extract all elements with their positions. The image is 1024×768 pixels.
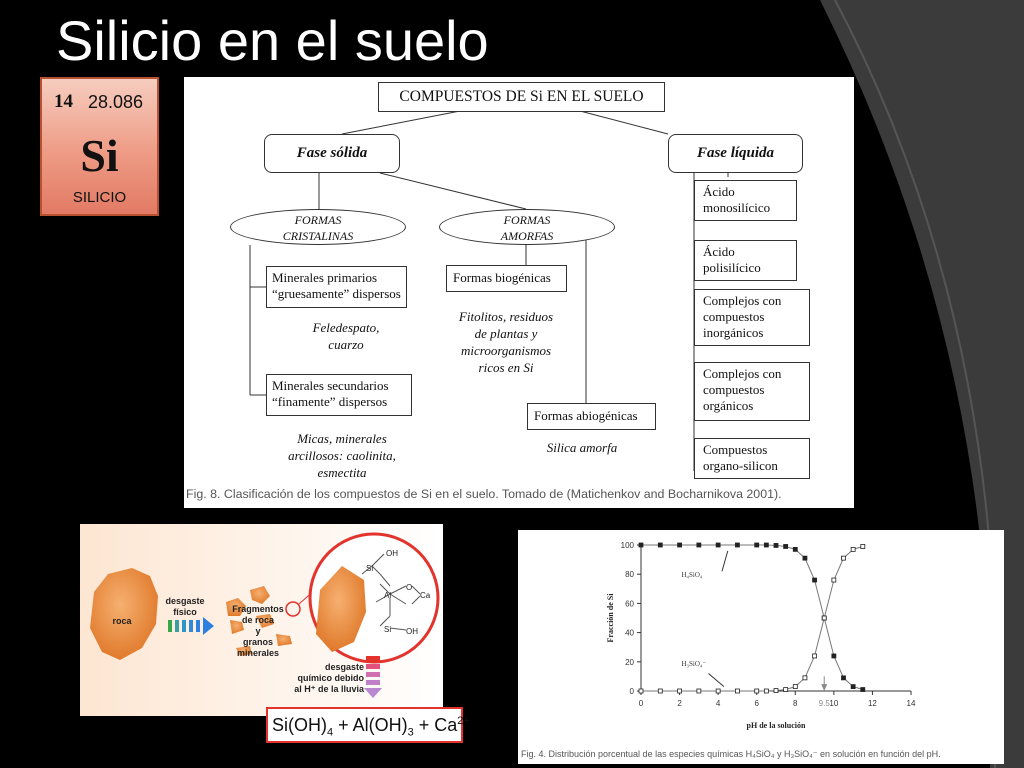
primary-ex-line-2: cuarzo <box>328 337 364 352</box>
pka-annotation: 9.5 <box>818 699 830 708</box>
biogenic-ex-line-3: microorganismos <box>460 343 552 358</box>
series-2-point <box>755 689 759 693</box>
series-2-point <box>716 689 720 693</box>
abiogenic-example: Silica amorfa <box>546 440 618 455</box>
si-compounds-diagram <box>184 77 854 508</box>
ca-ion: Ca <box>420 591 431 600</box>
liquid-item-inorganic-complexes <box>694 289 810 346</box>
weathering-illustration <box>80 524 443 716</box>
chemical-label-1: desgaste <box>324 662 364 672</box>
formula-subscript-1: 4 <box>327 726 334 739</box>
x-tick-label: 14 <box>906 699 916 708</box>
series-1-point <box>832 654 836 658</box>
series-1-point <box>755 543 759 547</box>
series-1-point <box>774 543 778 547</box>
atomic-mass: 28.086 <box>88 92 144 112</box>
x-tick-label: 6 <box>754 699 759 708</box>
series-2-point <box>832 578 836 582</box>
chemical-label-3: al H⁺ de la lluvia <box>294 684 364 694</box>
series-2-point <box>678 689 682 693</box>
biogenic-ex-line-1: Fitolitos, residuos <box>458 309 554 324</box>
liquid-item-organic-complexes <box>694 362 810 421</box>
formula-part-2: + Al(OH) <box>333 715 408 735</box>
secondary-ex-line-3: esmectita <box>317 465 367 480</box>
y-tick-label: 40 <box>625 628 634 638</box>
primary-minerals-line-2: “gruesamente” dispersos <box>272 286 401 301</box>
x-tick-label: 2 <box>677 699 682 708</box>
liquid-item-organo-silicon <box>694 438 810 479</box>
biogenic-ex-line-2: de plantas y <box>474 326 538 341</box>
series-1-point <box>639 543 643 547</box>
element-name: SILICIO <box>72 189 127 206</box>
rock-label: roca <box>112 616 132 626</box>
x-tick-label: 0 <box>638 699 644 708</box>
y-tick-label: 0 <box>629 687 634 696</box>
liquid-item-5-line-1: Compuestos <box>703 442 768 457</box>
series-2-pointer <box>709 673 724 686</box>
series-2-point <box>774 689 778 693</box>
formula-part-1: Si(OH) <box>272 715 327 735</box>
liquid-item-5-line-2: organo-silicon <box>703 458 778 473</box>
series-1-point <box>793 547 797 551</box>
secondary-ex-line-1: Micas, minerales <box>297 431 387 446</box>
fig8-caption: Fig. 8. Clasificación de los compuestos de Si en el suelo. Tomado de (Matichenkov and Bocharnikova 2001). <box>186 487 782 501</box>
series-2-point <box>764 689 768 693</box>
abiogenic-forms-box: Formas abiogénicas <box>527 403 656 430</box>
crystalline-label-2: CRISTALINAS <box>282 229 354 243</box>
biogenic-examples <box>446 308 566 376</box>
liquid-item-4-line-1: Complejos con <box>703 366 782 381</box>
weathering-products-formula <box>266 707 470 743</box>
series-1-point <box>851 685 855 689</box>
y-tick-label: 20 <box>625 657 634 667</box>
y-axis-label: Fracción de Si <box>606 593 615 643</box>
series-1-point <box>813 578 817 582</box>
amorphous-label-2: AMORFAS <box>500 229 554 243</box>
series-2-point <box>861 544 865 548</box>
liquid-item-polisilicic <box>694 240 797 281</box>
liquid-item-3-line-1: Complejos con <box>703 293 782 308</box>
x-tick-label: 10 <box>829 699 839 708</box>
formula-text <box>272 715 470 739</box>
series-1-point <box>861 688 865 692</box>
oxygen-atom: O <box>406 583 413 592</box>
series-2-point <box>784 688 788 692</box>
fragments-label-5: minerales <box>236 648 280 658</box>
physical-label-1: desgaste <box>165 596 205 606</box>
chemical-weathering-label <box>288 662 364 695</box>
biogenic-forms-box: Formas biogénicas <box>446 265 567 292</box>
atomic-number: 14 <box>54 91 73 112</box>
formula-part-3: + Ca <box>413 715 458 735</box>
liquid-item-2-line-2: polisilícico <box>703 260 761 275</box>
physical-weathering-label <box>162 596 208 618</box>
y-tick-label: 100 <box>620 541 634 550</box>
oh-group-top: OH <box>386 549 398 558</box>
x-tick-label: 8 <box>793 699 798 708</box>
series-line-2 <box>641 546 863 691</box>
crystalline-label-1: FORMAS <box>294 213 342 227</box>
liquid-item-2-line-1: Ácido <box>703 244 735 259</box>
element-symbol: Si <box>80 130 119 181</box>
fragments-label-3: y <box>255 626 261 636</box>
series-1-point <box>842 676 846 680</box>
liquid-phase-box: Fase líquida <box>668 134 803 173</box>
x-tick-label: 4 <box>715 699 721 708</box>
series-2-point <box>639 689 643 693</box>
series-1-point <box>716 543 720 547</box>
fragments-label-4: granos <box>242 637 273 647</box>
pka-arrow-head <box>821 684 827 691</box>
y-tick-label: 60 <box>625 599 634 609</box>
series-2-point <box>803 676 807 680</box>
crystalline-forms-ellipse <box>230 209 406 245</box>
fragments-label <box>225 604 291 659</box>
series-2-point <box>822 616 826 620</box>
liquid-item-1-line-2: monosilícico <box>703 200 771 215</box>
series-2-label: H₃SiO₄⁻ <box>681 660 707 669</box>
silicon-element-tile <box>40 77 159 216</box>
secondary-minerals-line-2: “finamente” dispersos <box>272 394 388 409</box>
root-box: COMPUESTOS DE Si EN EL SUELO <box>378 82 665 112</box>
secondary-minerals-box <box>266 374 412 416</box>
slide-title: Silicio en el suelo <box>56 9 489 72</box>
liquid-item-monosilicic <box>694 180 797 221</box>
amorphous-label-1: FORMAS <box>503 213 551 227</box>
series-2-point <box>697 689 701 693</box>
series-2-point <box>658 689 662 693</box>
formula-superscript: 2+ <box>457 715 470 727</box>
series-1-point <box>784 544 788 548</box>
series-line-1 <box>641 545 863 690</box>
series-1-point <box>678 543 682 547</box>
series-1-point <box>803 556 807 560</box>
amorphous-forms-ellipse <box>439 209 615 245</box>
liquid-item-4-line-3: orgánicos <box>703 398 754 413</box>
chemical-label-2: químico debido <box>297 673 364 683</box>
fragments-label-2: de roca <box>241 615 274 625</box>
solid-phase-box: Fase sólida <box>264 134 400 173</box>
x-axis-label: pH de la solución <box>746 721 806 730</box>
oh-group-bottom: OH <box>406 627 418 636</box>
al-atom: Al <box>384 591 392 600</box>
secondary-minerals-examples <box>262 430 422 481</box>
x-tick-label: 12 <box>867 699 877 708</box>
liquid-item-4-line-2: compuestos <box>703 382 765 397</box>
chart-svg <box>518 530 1004 746</box>
series-1-label: H₄SiO₄ <box>681 571 703 580</box>
series-1-pointer <box>722 551 728 571</box>
fig4-caption: Fig. 4. Distribución porcentual de las especies químicas H₄SiO₄ y H₃SiO₄⁻ en solución en función del pH. <box>521 749 941 759</box>
si-atom-bottom: Si <box>384 625 392 634</box>
formula-subscript-2: 3 <box>407 726 414 739</box>
series-1-point <box>764 543 768 547</box>
si-atom-top: Si <box>366 564 374 573</box>
series-1-point <box>658 543 662 547</box>
si-species-ph-chart <box>518 530 1004 764</box>
physical-label-2: físico <box>173 607 197 617</box>
secondary-minerals-line-1: Minerales secundarios <box>272 378 389 393</box>
liquid-item-1-line-1: Ácido <box>703 184 735 199</box>
series-1-point <box>697 543 701 547</box>
series-1-point <box>735 543 739 547</box>
y-tick-label: 80 <box>625 570 634 580</box>
liquid-item-3-line-3: inorgánicos <box>703 325 764 340</box>
primary-minerals-box <box>266 266 407 308</box>
series-2-point <box>793 685 797 689</box>
primary-minerals-line-1: Minerales primarios <box>272 270 378 285</box>
liquid-item-3-line-2: compuestos <box>703 309 765 324</box>
secondary-ex-line-2: arcillosos: caolinita, <box>288 448 396 463</box>
fragments-label-1: Fragmentos <box>232 604 284 614</box>
biogenic-ex-line-4: ricos en Si <box>478 360 534 375</box>
series-2-point <box>851 547 855 551</box>
primary-minerals-examples <box>266 319 426 353</box>
primary-ex-line-1: Feledespato, <box>312 320 380 335</box>
series-2-point <box>842 556 846 560</box>
series-2-point <box>735 689 739 693</box>
series-2-point <box>813 654 817 658</box>
